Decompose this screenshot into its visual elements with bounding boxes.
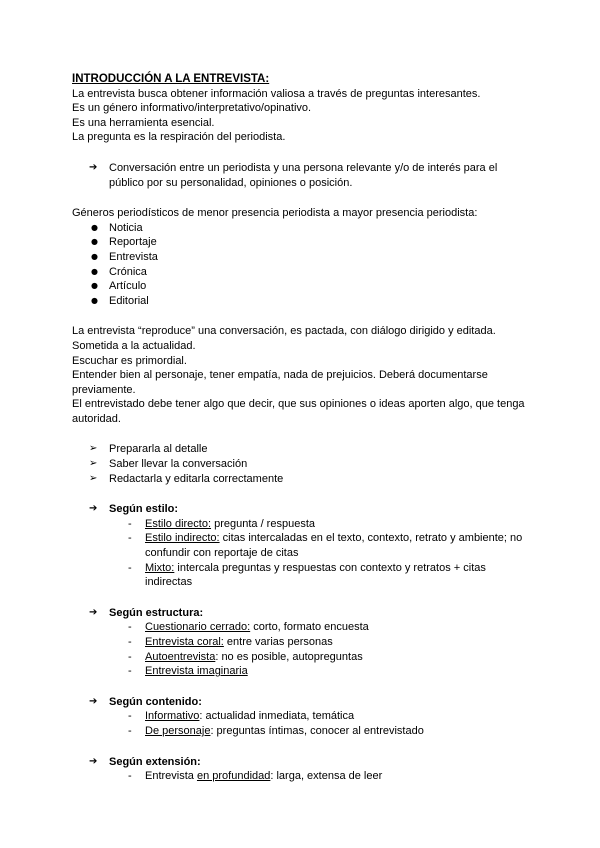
- item-text: pregunta / respuesta: [211, 517, 315, 530]
- item-term: Estilo indirecto:: [145, 532, 220, 545]
- item-text: corto, formato encuesta: [250, 621, 369, 634]
- definition-item: ➔ Conversación entre un periodista y una persona relevante y/o de interés para el público por su personalidad, opiniones o posición.: [109, 161, 532, 190]
- category-item: [145, 664, 532, 679]
- genre-item: ● Crónica: [109, 265, 532, 280]
- para-line: El entrevistado debe tener algo que decir, que sus opiniones o ideas aporten algo, que tenga autoridad.: [72, 398, 525, 425]
- intro-line: Es un género informativo/interpretativo/opinativo.: [72, 102, 312, 115]
- intro-line: Es una herramienta esencial.: [72, 116, 215, 129]
- item-term: De personaje: [145, 724, 211, 737]
- item-text: intercala preguntas y respuestas con contexto y retratos + citas indirectas: [145, 561, 486, 589]
- item-text: citas intercaladas en el texto, contexto, retrato y ambiente; no confundir con reportaje de citas: [145, 532, 523, 560]
- category-list-contenido: [72, 709, 532, 738]
- category-item: [145, 517, 532, 532]
- item-term: Autoentrevista: [145, 650, 216, 663]
- category-heading-extension: ➔ Según extensión:: [72, 755, 532, 770]
- document-content: [72, 72, 532, 784]
- item-term: Estilo directo:: [145, 517, 212, 530]
- para-line: La entrevista “reproduce” una conversación, es pactada, con diálogo dirigido y editada.: [72, 325, 496, 338]
- genre-item: ● Noticia: [109, 221, 532, 236]
- definition-list: [72, 161, 532, 190]
- category-item: [145, 709, 532, 724]
- category-item: [145, 769, 532, 784]
- item-term: Entrevista coral:: [145, 636, 224, 648]
- item-text: : actualidad inmediata, temática: [199, 710, 355, 723]
- item-prefix: Entrevista: [145, 770, 197, 783]
- intro-line: La entrevista busca obtener información valiosa a través de preguntas interesantes.: [72, 87, 481, 100]
- genre-item: ● Editorial: [109, 294, 532, 309]
- step-item: ➢ Redactarla y editarla correctamente: [109, 472, 532, 487]
- item-term: Informativo: [145, 710, 200, 723]
- genres-intro: Géneros periodísticos de menor presencia periodista a mayor presencia periodista:: [72, 207, 478, 220]
- item-term: en profundidad: [196, 770, 271, 783]
- para-line: Escuchar es primordial.: [72, 354, 187, 367]
- category-heading-estilo: ➔ Según estilo:: [72, 502, 532, 517]
- genre-item: ● Reportaje: [109, 235, 532, 250]
- category-item: [145, 531, 532, 560]
- item-text: : larga, extensa de leer: [270, 770, 383, 783]
- category-heading-contenido: ➔ Según contenido:: [72, 695, 532, 710]
- genres-list: [72, 221, 532, 309]
- item-term: Cuestionario cerrado:: [145, 621, 251, 634]
- step-item: ➢ Saber llevar la conversación: [109, 457, 532, 472]
- para-line: Entender bien al personaje, tener empatía, nada de prejuicios. Deberá documentarse previamente.: [72, 369, 488, 396]
- item-term: Entrevista imaginaria: [145, 665, 248, 678]
- category-list-estilo: [72, 517, 532, 590]
- steps-list: [72, 442, 532, 486]
- category-list-extension: [72, 769, 532, 784]
- item-text: : preguntas íntimas, conocer al entrevistado: [210, 724, 424, 737]
- category-item: [145, 635, 532, 650]
- genre-item: ● Artículo: [109, 279, 532, 294]
- category-item: [145, 620, 532, 635]
- para-line: Sometida a la actualidad.: [72, 339, 196, 352]
- page-title: INTRODUCCIÓN A LA ENTREVISTA:: [72, 73, 270, 85]
- category-list-estructura: [72, 620, 532, 678]
- category-heading-estructura: ➔ Según estructura:: [72, 606, 532, 621]
- item-text: entre varias personas: [223, 636, 333, 648]
- item-text: : no es posible, autopreguntas: [215, 650, 363, 663]
- step-item: ➢ Prepararla al detalle: [109, 442, 532, 457]
- category-item: [145, 650, 532, 665]
- genre-item: ● Entrevista: [109, 250, 532, 265]
- category-item: [145, 561, 532, 590]
- item-term: Mixto:: [145, 561, 175, 574]
- intro-line: La pregunta es la respiración del periodista.: [72, 131, 286, 144]
- category-item: [145, 724, 532, 739]
